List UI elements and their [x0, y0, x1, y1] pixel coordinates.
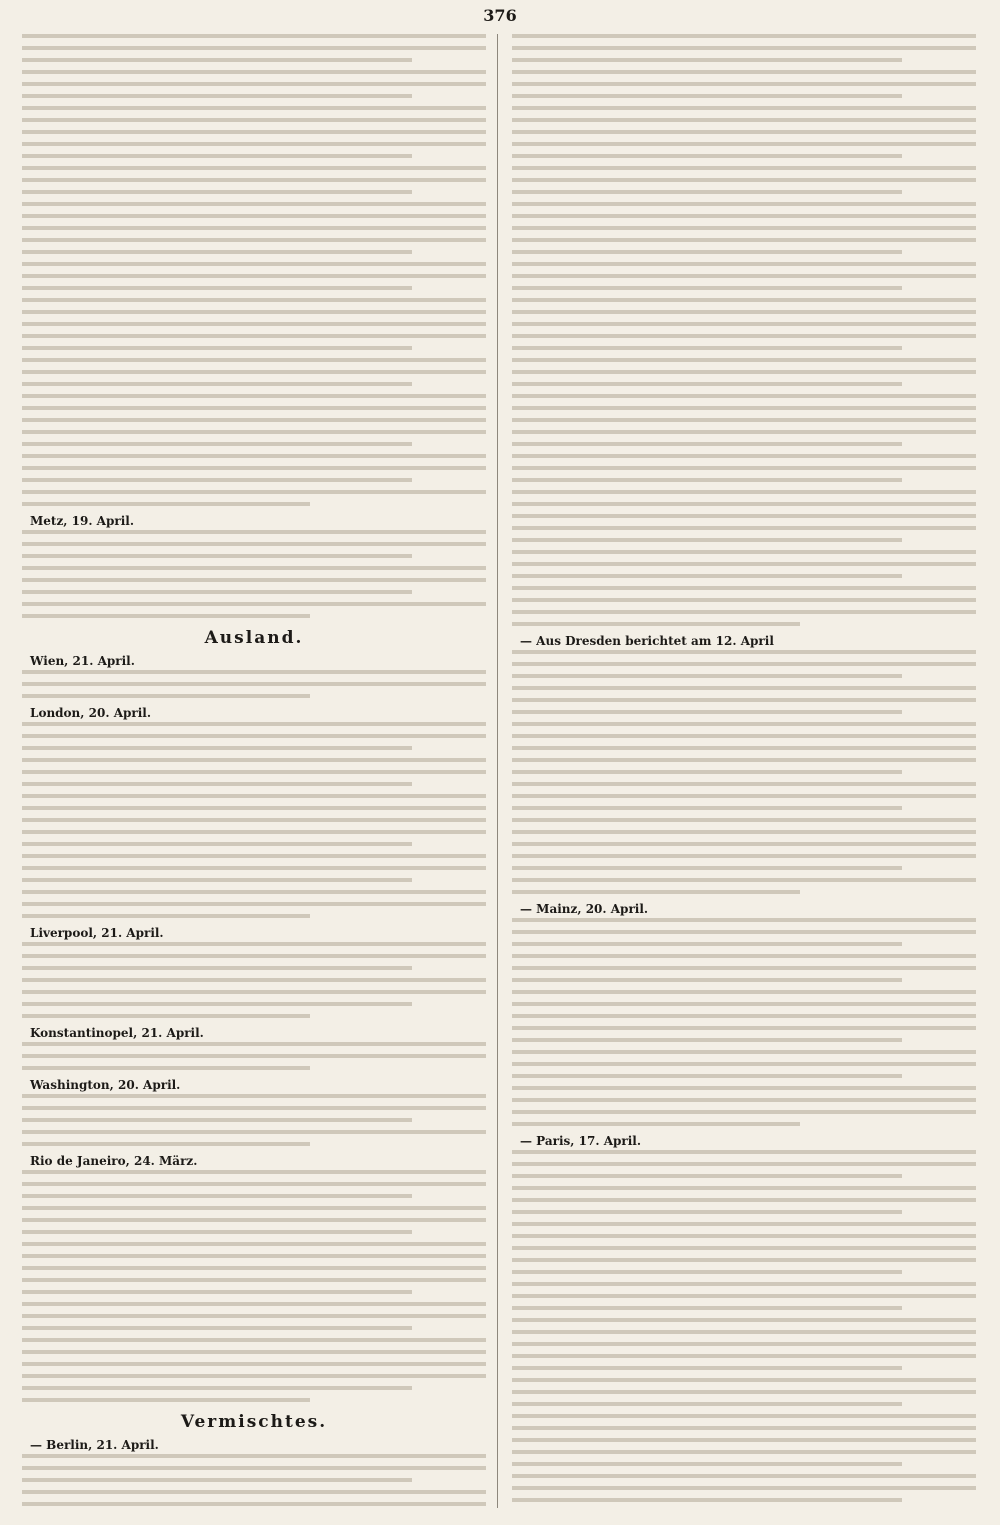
text-line	[512, 1174, 902, 1178]
article	[20, 706, 488, 918]
text-line	[512, 406, 976, 410]
text-line	[22, 226, 486, 230]
text-line	[22, 978, 486, 982]
text-line	[512, 298, 976, 302]
text-line	[22, 1278, 486, 1282]
article-dateline: — Mainz, 20. April.	[520, 902, 649, 916]
left-column	[20, 34, 488, 1508]
article	[20, 926, 488, 1018]
text-line	[22, 682, 486, 686]
text-line	[22, 250, 412, 254]
text-line	[512, 190, 902, 194]
text-line	[22, 1142, 310, 1146]
text-line	[512, 370, 976, 374]
text-line	[22, 118, 486, 122]
text-line	[22, 70, 486, 74]
text-line	[512, 890, 800, 894]
article	[510, 34, 978, 626]
article-text-placeholder	[510, 918, 978, 1126]
text-line	[22, 34, 486, 38]
text-line	[512, 154, 902, 158]
text-line	[22, 990, 486, 994]
text-line	[512, 1198, 976, 1202]
text-line	[22, 1042, 486, 1046]
text-line	[512, 1450, 976, 1454]
text-line	[22, 782, 412, 786]
text-line	[22, 46, 486, 50]
text-line	[512, 1426, 976, 1430]
text-line	[512, 238, 976, 242]
column-rule	[497, 34, 498, 1508]
text-line	[22, 214, 486, 218]
article-text-placeholder	[20, 1094, 488, 1146]
text-line	[22, 106, 486, 110]
text-line	[22, 1130, 486, 1134]
text-line	[512, 818, 976, 822]
text-line	[22, 1478, 412, 1482]
article	[510, 634, 978, 894]
text-line	[22, 1290, 412, 1294]
text-line	[22, 286, 412, 290]
article-dateline: — Aus Dresden berichtet am 12. April	[520, 634, 774, 648]
article-dateline: London, 20. April.	[30, 706, 152, 720]
text-line	[22, 490, 486, 494]
text-line	[512, 1342, 976, 1346]
text-line	[22, 1054, 486, 1058]
text-line	[512, 586, 976, 590]
text-line	[512, 830, 976, 834]
text-line	[512, 490, 976, 494]
text-line	[512, 1402, 902, 1406]
text-line	[512, 650, 976, 654]
text-line	[512, 662, 976, 666]
article-text-placeholder	[20, 530, 488, 618]
text-line	[512, 722, 976, 726]
text-line	[512, 1270, 902, 1274]
text-line	[22, 602, 486, 606]
text-line	[512, 382, 902, 386]
text-line	[512, 478, 902, 482]
text-line	[22, 1170, 486, 1174]
text-line	[512, 1414, 976, 1418]
text-line	[22, 1002, 412, 1006]
text-line	[22, 1398, 310, 1402]
text-line	[512, 806, 902, 810]
article-text-placeholder	[20, 722, 488, 918]
article-dateline: — Berlin, 21. April.	[30, 1438, 159, 1452]
text-line	[512, 866, 902, 870]
text-line	[512, 322, 976, 326]
text-line	[22, 130, 486, 134]
text-line	[512, 1110, 976, 1114]
article	[20, 1154, 488, 1402]
text-line	[22, 298, 486, 302]
text-line	[512, 1438, 976, 1442]
text-line	[512, 82, 976, 86]
text-line	[22, 1254, 486, 1258]
text-line	[22, 1326, 412, 1330]
article-text-placeholder	[20, 1454, 488, 1508]
text-line	[512, 990, 976, 994]
text-line	[512, 538, 902, 542]
text-line	[512, 334, 976, 338]
text-line	[22, 890, 486, 894]
text-line	[22, 746, 412, 750]
text-line	[512, 1062, 976, 1066]
text-line	[512, 1498, 902, 1502]
text-line	[22, 1194, 412, 1198]
text-line	[22, 94, 412, 98]
text-line	[512, 214, 976, 218]
text-line	[22, 670, 486, 674]
text-line	[512, 686, 976, 690]
text-line	[512, 130, 976, 134]
text-line	[22, 1218, 486, 1222]
text-line	[22, 1314, 486, 1318]
text-line	[22, 394, 486, 398]
text-line	[22, 1454, 486, 1458]
text-line	[512, 1098, 976, 1102]
text-line	[512, 1378, 976, 1382]
text-line	[22, 818, 486, 822]
text-line	[22, 406, 486, 410]
text-line	[512, 1186, 976, 1190]
text-line	[22, 466, 486, 470]
text-line	[22, 346, 412, 350]
article-text-placeholder	[510, 650, 978, 894]
text-line	[22, 1502, 486, 1506]
text-line	[22, 178, 486, 182]
text-line	[512, 1246, 976, 1250]
text-line	[512, 1222, 976, 1226]
article-dateline: Metz, 19. April.	[30, 514, 135, 528]
text-line	[512, 1282, 976, 1286]
text-line	[512, 178, 976, 182]
text-line	[22, 370, 486, 374]
text-line	[22, 1338, 486, 1342]
text-line	[22, 1230, 412, 1234]
text-line	[512, 854, 976, 858]
text-line	[22, 454, 486, 458]
article-dateline: Washington, 20. April.	[30, 1078, 181, 1092]
text-line	[22, 542, 486, 546]
text-line	[22, 358, 486, 362]
text-line	[22, 1014, 310, 1018]
text-line	[512, 782, 976, 786]
section-heading: Vermischtes.	[180, 1412, 328, 1432]
text-line	[512, 1086, 976, 1090]
text-line	[512, 746, 976, 750]
text-line	[512, 502, 976, 506]
text-line	[512, 94, 902, 98]
text-line	[512, 34, 976, 38]
text-line	[22, 478, 412, 482]
text-line	[22, 274, 486, 278]
text-line	[22, 722, 486, 726]
text-line	[512, 878, 976, 882]
text-line	[22, 1206, 486, 1210]
text-line	[512, 698, 976, 702]
text-line	[512, 1014, 976, 1018]
article-text-placeholder	[20, 1170, 488, 1402]
text-line	[512, 454, 976, 458]
article-dateline: Konstantinopel, 21. April.	[30, 1026, 204, 1040]
text-line	[22, 842, 412, 846]
text-line	[512, 1162, 976, 1166]
text-line	[22, 202, 486, 206]
text-line	[512, 1026, 976, 1030]
text-line	[512, 758, 976, 762]
text-line	[22, 954, 486, 958]
text-line	[512, 202, 976, 206]
text-line	[512, 58, 902, 62]
text-line	[22, 614, 310, 618]
text-line	[512, 574, 902, 578]
text-line	[512, 598, 976, 602]
text-line	[22, 902, 486, 906]
text-line	[512, 1390, 976, 1394]
article	[20, 654, 488, 698]
text-line	[22, 382, 412, 386]
text-line	[22, 694, 310, 698]
text-line	[512, 1258, 976, 1262]
text-line	[512, 550, 976, 554]
text-line	[22, 82, 486, 86]
article-dateline: Rio de Janeiro, 24. März.	[30, 1154, 198, 1168]
text-line	[512, 46, 976, 50]
article	[20, 1078, 488, 1146]
text-line	[512, 418, 976, 422]
text-line	[512, 1294, 976, 1298]
text-line	[22, 1094, 486, 1098]
article	[20, 34, 488, 506]
text-line	[512, 1354, 976, 1358]
text-line	[512, 346, 902, 350]
text-line	[22, 914, 310, 918]
text-line	[512, 1486, 976, 1490]
text-line	[512, 226, 976, 230]
article-text-placeholder	[20, 1042, 488, 1070]
text-line	[512, 1150, 976, 1154]
text-line	[22, 166, 486, 170]
text-line	[22, 502, 310, 506]
text-line	[512, 770, 902, 774]
text-line	[512, 514, 976, 518]
article-text-placeholder	[20, 34, 488, 506]
text-line	[512, 918, 976, 922]
text-line	[22, 1302, 486, 1306]
text-line	[512, 1038, 902, 1042]
text-line	[22, 154, 412, 158]
text-line	[22, 1266, 486, 1270]
text-line	[22, 142, 486, 146]
text-line	[22, 1362, 486, 1366]
text-line	[22, 794, 486, 798]
text-line	[22, 530, 486, 534]
text-line	[512, 430, 976, 434]
text-line	[22, 262, 486, 266]
text-line	[22, 566, 486, 570]
article-dateline: Liverpool, 21. April.	[30, 926, 164, 940]
text-line	[512, 466, 976, 470]
text-line	[512, 526, 976, 530]
article	[510, 1134, 978, 1508]
text-line	[512, 442, 902, 446]
article-dateline: Wien, 21. April.	[30, 654, 135, 668]
text-line	[512, 562, 976, 566]
text-line	[22, 770, 486, 774]
text-line	[22, 1066, 310, 1070]
text-line	[512, 106, 976, 110]
text-line	[22, 854, 486, 858]
text-line	[512, 734, 976, 738]
text-line	[512, 610, 976, 614]
text-line	[22, 878, 412, 882]
text-line	[22, 590, 412, 594]
text-line	[22, 942, 486, 946]
article-text-placeholder	[20, 942, 488, 1018]
text-line	[512, 966, 976, 970]
text-line	[22, 238, 486, 242]
text-line	[22, 322, 486, 326]
text-line	[512, 1050, 976, 1054]
text-line	[22, 190, 412, 194]
article-dateline: — Paris, 17. April.	[520, 1134, 642, 1148]
text-line	[512, 842, 976, 846]
text-line	[512, 358, 976, 362]
text-line	[22, 1350, 486, 1354]
text-line	[22, 1182, 486, 1186]
article-text-placeholder	[510, 1150, 978, 1508]
text-line	[512, 70, 976, 74]
text-line	[512, 622, 800, 626]
page-number: 376	[483, 6, 517, 25]
text-line	[512, 262, 976, 266]
text-line	[512, 954, 976, 958]
text-line	[22, 554, 412, 558]
text-line	[512, 250, 902, 254]
text-line	[512, 710, 902, 714]
article	[20, 514, 488, 618]
text-line	[22, 430, 486, 434]
text-line	[512, 286, 902, 290]
text-line	[22, 966, 412, 970]
text-line	[512, 166, 976, 170]
text-line	[22, 734, 486, 738]
text-line	[22, 442, 412, 446]
text-line	[22, 334, 486, 338]
text-line	[512, 1330, 976, 1334]
text-line	[512, 1366, 902, 1370]
text-line	[22, 1242, 486, 1246]
article	[510, 902, 978, 1126]
text-line	[22, 578, 486, 582]
text-line	[512, 1318, 976, 1322]
text-line	[512, 310, 976, 314]
text-line	[22, 1466, 486, 1470]
text-line	[22, 1386, 412, 1390]
text-line	[512, 1462, 902, 1466]
text-line	[512, 674, 902, 678]
text-line	[22, 58, 412, 62]
text-line	[512, 942, 902, 946]
section-heading: Ausland.	[204, 628, 304, 648]
article	[20, 1438, 488, 1508]
text-line	[512, 1306, 902, 1310]
text-line	[512, 1234, 976, 1238]
text-line	[512, 1002, 976, 1006]
text-line	[22, 1118, 412, 1122]
text-line	[22, 310, 486, 314]
text-line	[512, 142, 976, 146]
text-line	[22, 830, 486, 834]
text-line	[512, 118, 976, 122]
article	[20, 1026, 488, 1070]
text-line	[22, 418, 486, 422]
text-line	[22, 758, 486, 762]
text-line	[512, 1122, 800, 1126]
text-line	[22, 806, 486, 810]
text-line	[512, 394, 976, 398]
text-line	[512, 274, 976, 278]
text-line	[512, 1474, 976, 1478]
text-line	[512, 1074, 902, 1078]
article-text-placeholder	[20, 670, 488, 698]
text-line	[22, 866, 486, 870]
text-line	[512, 794, 976, 798]
text-line	[512, 978, 902, 982]
text-line	[512, 1210, 902, 1214]
text-line	[512, 930, 976, 934]
article-text-placeholder	[510, 34, 978, 626]
right-column	[510, 34, 978, 1508]
text-line	[22, 1490, 486, 1494]
text-line	[22, 1374, 486, 1378]
text-line	[22, 1106, 486, 1110]
